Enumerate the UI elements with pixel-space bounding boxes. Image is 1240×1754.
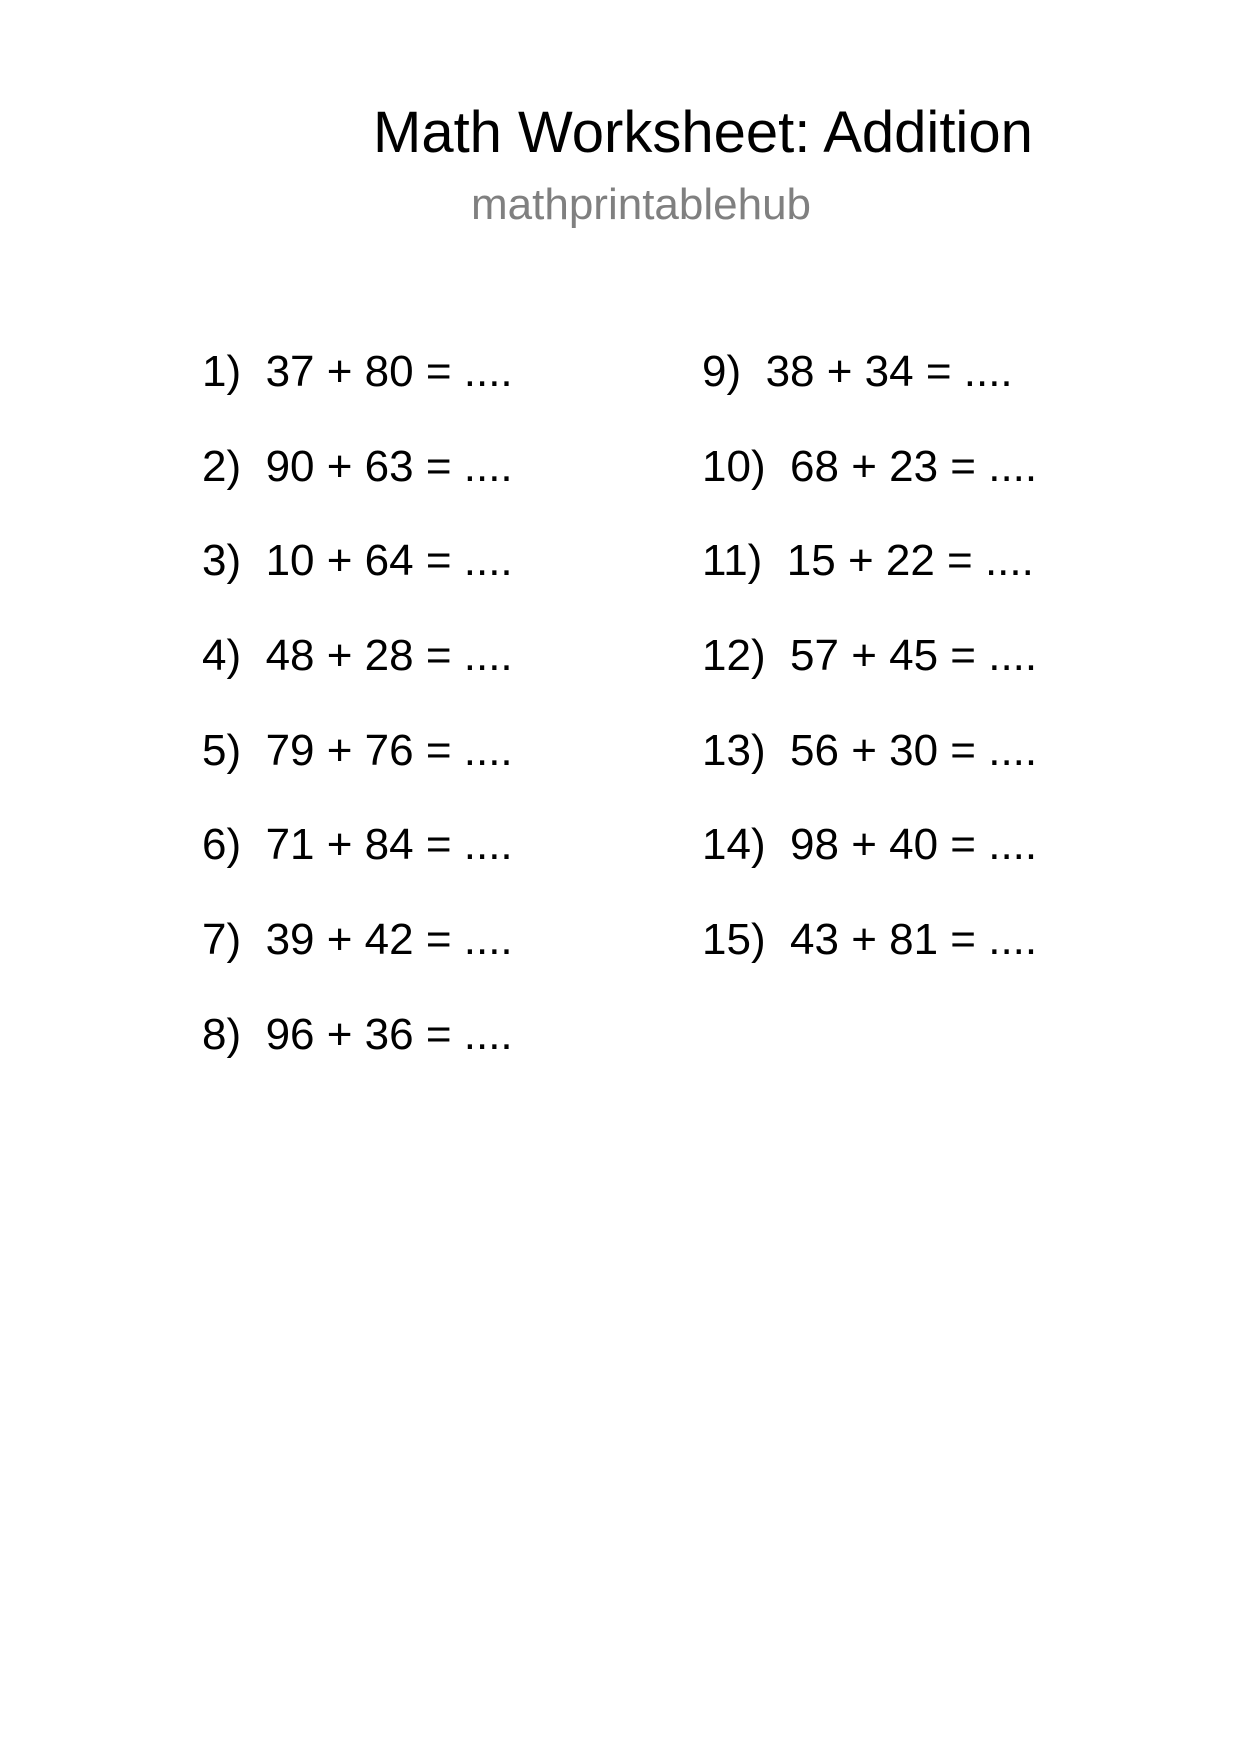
problem-5: 5) 79 + 76 = .... <box>202 725 513 775</box>
problem-12: 12) 57 + 45 = .... <box>702 631 1038 681</box>
problem-3: 3) 10 + 64 = .... <box>202 536 513 586</box>
problem-1: 1) 37 + 80 = .... <box>202 347 513 396</box>
problems-column-right <box>702 347 1037 1010</box>
problem-9: 9) 38 + 34 = .... <box>702 347 1013 396</box>
problem-2: 2) 90 + 63 = .... <box>202 441 513 491</box>
problem-11: 11) 15 + 22 = .... <box>702 536 1034 586</box>
page-subtitle: mathprintablehub <box>471 180 812 229</box>
page-title: Math Worksheet: Addition <box>373 100 1033 165</box>
problem-13: 13) 56 + 30 = .... <box>702 725 1038 775</box>
problem-7: 7) 39 + 42 = .... <box>202 915 513 965</box>
problem-6: 6) 71 + 84 = .... <box>202 820 513 870</box>
problem-10: 10) 68 + 23 = .... <box>702 441 1038 491</box>
problem-4: 4) 48 + 28 = .... <box>202 631 513 681</box>
problem-15: 15) 43 + 81 = .... <box>702 915 1038 965</box>
problems-column-left <box>202 347 513 1105</box>
problem-14: 14) 98 + 40 = .... <box>702 820 1038 870</box>
problem-8: 8) 96 + 36 = .... <box>202 1009 513 1059</box>
